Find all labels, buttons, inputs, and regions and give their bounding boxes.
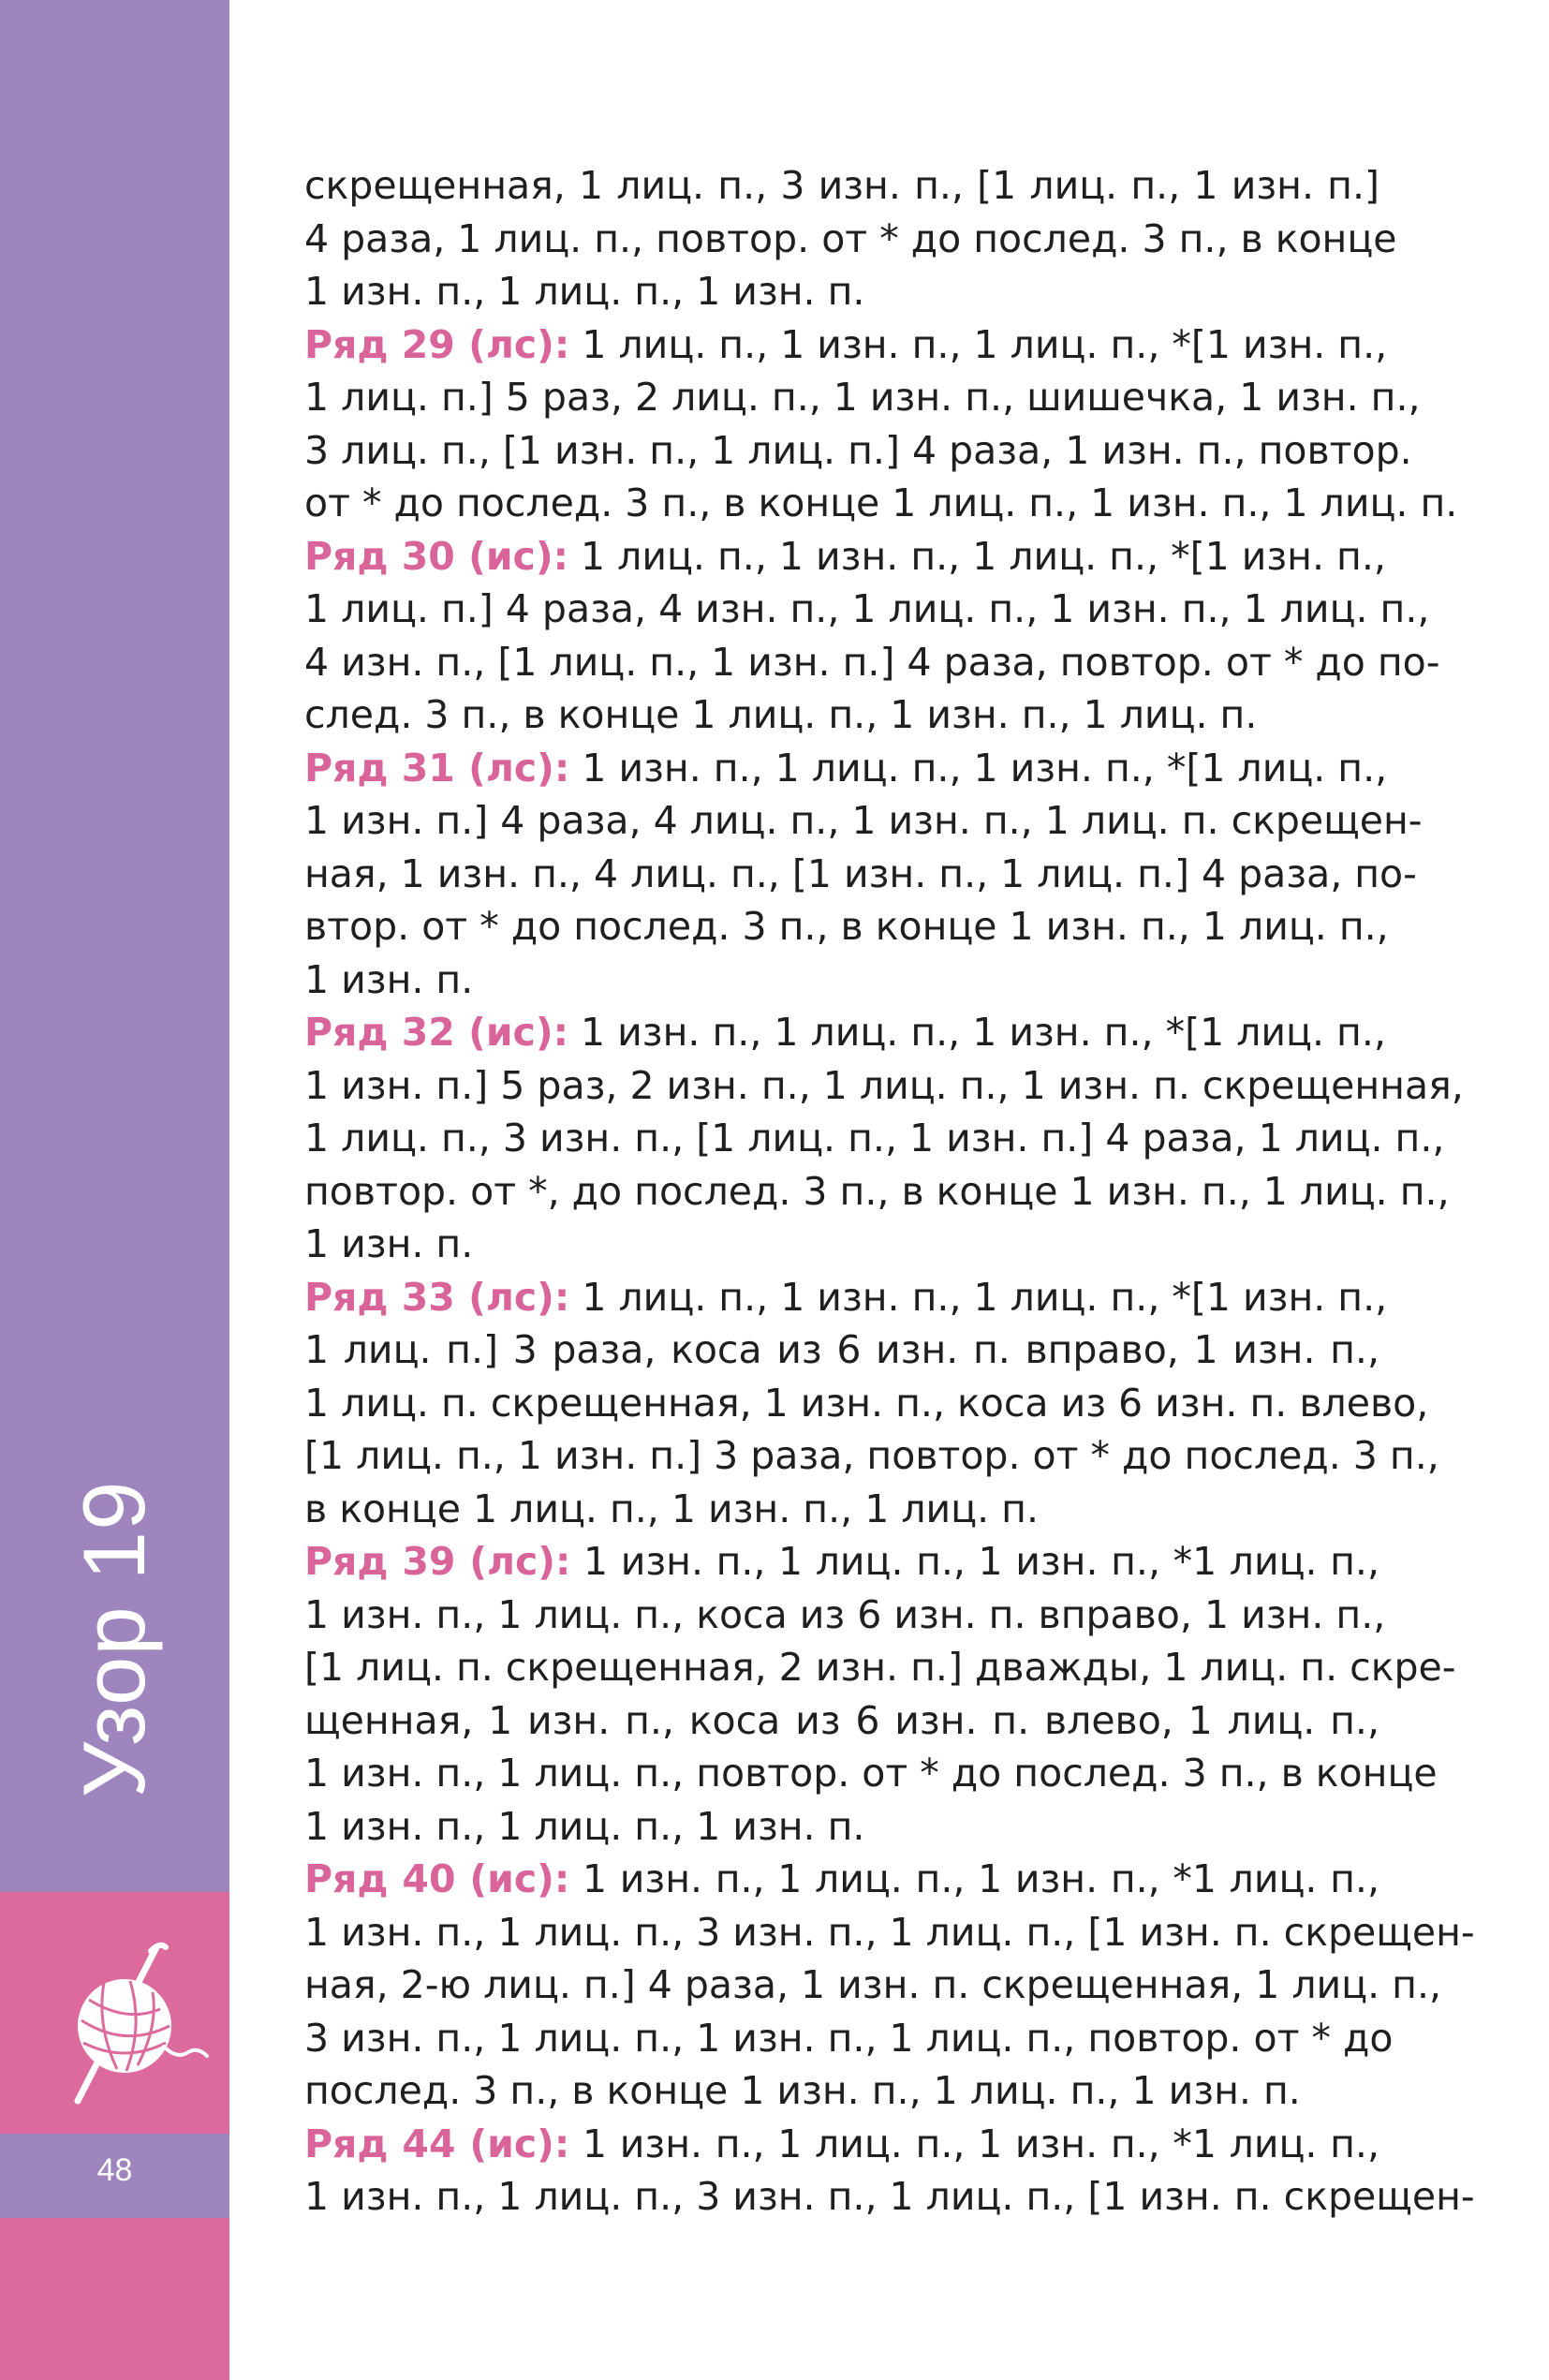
text-line [304,213,1397,266]
row-label: Ряд 33 (лс): [304,1274,570,1320]
line-text: втор. от * до послед. 3 п., в конце 1 изн. п., 1 лиц. п., [304,904,1389,949]
text-line [304,1800,1379,1854]
text-line [304,1747,1438,1800]
line-text: ная, 2-ю лиц. п.] 4 раза, 1 изн. п. скрещенная, 1 лиц. п., [304,1962,1442,2007]
line-text: 1 лиц. п., 3 изн. п., [1 лиц. п., 1 изн. п.] 4 раза, 1 лиц. п., [304,1116,1445,1160]
text-line [304,477,1458,530]
text-line [304,953,1379,1007]
line-text: 1 изн. п. [304,956,474,1002]
line-text: 1 лиц. п.] 5 раз, 2 лиц. п., 1 изн. п., шишечка, 1 изн. п., [304,375,1421,420]
line-text: 1 лиц. п., 1 изн. п., 1 лиц. п., *[1 изн. п., [582,321,1388,367]
line-text: повтор. от *, до послед. 3 п., в конце 1 изн. п., 1 лиц. п., [304,1168,1450,1214]
text-line [304,1429,1439,1483]
row-label: Ряд 40 (ис): [304,1856,570,1901]
row-label: Ряд 39 (лс): [304,1539,571,1584]
line-text: в конце 1 лиц. п., 1 изн. п., 1 лиц. п. [304,1486,1039,1531]
line-text: 4 раза, 1 лиц. п., повтор. от * до послед. 3 п., в конце [304,215,1397,261]
row-label: Ряд 30 (ис): [304,533,568,579]
line-text: 4 изн. п., [1 лиц. п., 1 изн. п.] 4 раза, повтор. от * до по- [304,639,1440,685]
text-line [304,2012,1394,2065]
text-line [304,424,1412,478]
yarn-ball-needle-icon [52,1934,220,2112]
line-text: 1 лиц. п., 1 изн. п., 1 лиц. п., *[1 изн. п., [581,533,1386,579]
text-line [304,1589,1386,1642]
line-text: 1 изн. п., 1 лиц. п., 1 изн. п., *1 лиц. п., [583,1539,1379,1584]
pattern-instructions [304,159,1475,2224]
text-line [304,900,1389,953]
text-line [304,1694,1379,1748]
text-line [304,1218,1379,1271]
page-number: 48 [96,2152,133,2188]
line-text: 1 изн. п., 1 лиц. п., 1 изн. п. [304,1803,865,1849]
line-text: 3 изн. п., 1 лиц. п., 1 изн. п., 1 лиц. п., повтор. от * до [304,2015,1394,2061]
row-label: Ряд 29 (лс): [304,321,570,367]
text-line [304,742,1388,795]
text-line [304,2118,1379,2171]
text-line [304,1906,1475,1959]
line-text: 1 лиц. п.] 3 раза, коса из 6 изн. п. вправо, 1 изн. п., [304,1327,1379,1372]
text-line [304,1006,1386,1059]
line-text: 3 лиц. п., [1 изн. п., 1 лиц. п.] 4 раза, 1 изн. п., повтор. [304,427,1412,473]
line-text: 1 изн. п., 1 лиц. п., 3 изн. п., 1 лиц. п., [1 изн. п. скрещен- [304,2174,1475,2219]
text-line [304,583,1430,636]
text-line [304,688,1379,742]
text-line [304,1112,1445,1165]
line-text: 1 изн. п., 1 лиц. п., 3 изн. п., 1 лиц. п., [1 изн. п. скрещен- [304,1909,1475,1955]
text-line [304,1535,1379,1589]
line-text: ная, 1 изн. п., 4 лиц. п., [1 изн. п., 1 лиц. п.] 4 раза, по- [304,850,1417,896]
line-text: от * до послед. 3 п., в конце 1 лиц. п., 1 изн. п., 1 лиц. п. [304,480,1458,525]
line-text: след. 3 п., в конце 1 лиц. п., 1 изн. п., 1 лиц. п. [304,692,1258,737]
text-line [304,1853,1379,1906]
line-text: щенная, 1 изн. п., коса из 6 изн. п. влево, 1 лиц. п., [304,1697,1379,1743]
line-text: [1 лиц. п. скрещенная, 2 изн. п.] дважды, 1 лиц. п. скре- [304,1645,1456,1690]
line-text: 1 изн. п.] 5 раз, 2 изн. п., 1 лиц. п., 1 изн. п. скрещенная, [304,1062,1464,1108]
text-line [304,1377,1429,1430]
text-line [304,1641,1456,1694]
text-line [304,636,1440,689]
line-text: 1 изн. п., 1 лиц. п., 1 изн. п., *1 лиц. п., [582,2121,1379,2166]
pattern-title: Узор 19 [65,1480,163,1798]
text-line [304,2064,1379,2118]
text-line [304,1959,1442,2012]
text-line [304,1165,1450,1219]
line-text: 1 изн. п., 1 лиц. п., 1 изн. п., *[1 лиц. п., [581,1010,1386,1055]
text-line [304,1271,1388,1324]
text-line [304,794,1423,848]
line-text: 1 изн. п., 1 лиц. п., коса из 6 изн. п. вправо, 1 изн. п., [304,1591,1386,1637]
text-line [304,1059,1464,1113]
line-text: 1 изн. п., 1 лиц. п., 1 изн. п., *[1 лиц. п., [582,745,1388,791]
row-label: Ряд 32 (ис): [304,1010,568,1055]
line-text: 1 изн. п., 1 лиц. п., 1 изн. п. [304,269,865,314]
text-line [304,2170,1475,2224]
line-text: [1 лиц. п., 1 изн. п.] 3 раза, повтор. от * до послед. 3 п., [304,1433,1439,1478]
line-text: скрещенная, 1 лиц. п., 3 изн. п., [1 лиц. п., 1 изн. п.] [304,163,1379,208]
line-text: 1 изн. п. [304,1221,474,1266]
line-text: 1 изн. п.] 4 раза, 4 лиц. п., 1 изн. п., 1 лиц. п. скрещен- [304,798,1423,843]
text-line [304,265,1379,318]
sidebar-bottom-band [0,2218,229,2380]
row-label: Ряд 44 (ис): [304,2121,570,2166]
line-text: 1 лиц. п., 1 изн. п., 1 лиц. п., *[1 изн. п., [582,1274,1388,1320]
line-text: послед. 3 п., в конце 1 изн. п., 1 лиц. п., 1 изн. п. [304,2068,1301,2113]
line-text: 1 лиц. п.] 4 раза, 4 изн. п., 1 лиц. п., 1 изн. п., 1 лиц. п., [304,586,1430,631]
line-text: 1 лиц. п. скрещенная, 1 изн. п., коса из 6 изн. п. влево, [304,1380,1429,1426]
line-text: 1 изн. п., 1 лиц. п., повтор. от * до послед. 3 п., в конце [304,1751,1438,1796]
text-line [304,159,1379,213]
text-line [304,848,1417,901]
row-label: Ряд 31 (лс): [304,745,570,791]
text-line [304,530,1386,584]
text-line [304,371,1421,424]
text-line [304,318,1388,372]
text-line [304,1483,1379,1536]
text-line [304,1323,1379,1377]
line-text: 1 изн. п., 1 лиц. п., 1 изн. п., *1 лиц. п., [582,1856,1379,1901]
